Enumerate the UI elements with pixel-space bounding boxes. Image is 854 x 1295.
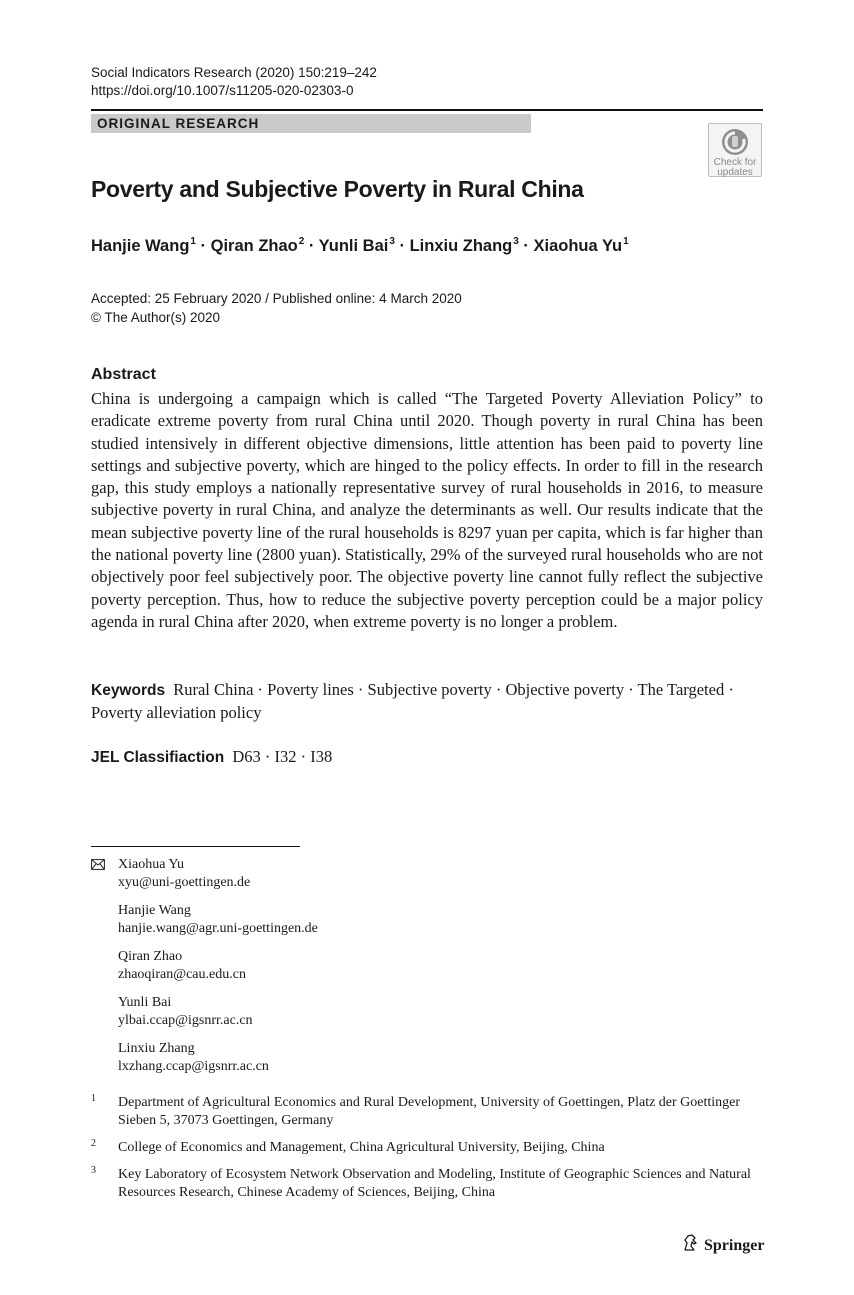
contact-entry (91, 1040, 318, 1076)
contact-email-link[interactable]: hanjie.wang@agr.uni-goettingen.de (118, 921, 318, 936)
journal-citation (91, 64, 377, 100)
contact-name: Yunli Bai (118, 995, 172, 1010)
check-for-updates-badge[interactable] (708, 123, 762, 177)
author[interactable] (410, 237, 519, 255)
author-name: Qiran Zhao (210, 237, 298, 255)
contact-email-link[interactable]: zhaoqiran@cau.edu.cn (118, 967, 246, 982)
springer-horse-icon (681, 1233, 701, 1253)
keywords-label: Keywords (91, 682, 166, 699)
contact-name: Xiaohua Yu (118, 857, 184, 872)
contact-entry (91, 902, 318, 938)
contact-entry (91, 856, 318, 892)
envelope-icon (91, 859, 105, 870)
author-list (91, 236, 629, 256)
author-separator: · (394, 237, 410, 255)
author-affiliation-number: 1 (623, 236, 629, 247)
publisher-name: Springer (704, 1237, 765, 1254)
affiliation-number: 2 (91, 1138, 96, 1149)
abstract-heading: Abstract (91, 366, 156, 383)
contact-email-link[interactable]: ylbai.ccap@igsnrr.ac.cn (118, 1013, 253, 1028)
dates-line: Accepted: 25 February 2020 / Published online: 4 March 2020 (91, 291, 462, 306)
author-affiliation-number: 3 (513, 236, 519, 247)
header-rule (91, 109, 763, 111)
copyright-line: © The Author(s) 2020 (91, 310, 221, 325)
affiliation-list (91, 1094, 763, 1211)
author[interactable] (319, 237, 395, 255)
abstract-body: China is undergoing a campaign which is called “The Targeted Poverty Alleviation Policy” to eradicate extreme poverty from rural China until 2020. Though poverty in rural China has been studied intensively in different objective dimensions, little attention has been paid to poverty line settings and subjective poverty, which are hinged to the policy effects. In order to fill in the research gap, this study employs a nationally representative survey of rural households in 2016, to measure subjective poverty in rural China, and analyze the determinants as well. Our results indicate that the mean subjective poverty line of the rural households is 8297 yuan per capita, which is far higher than the national poverty line (2800 yuan). Statistically, 29% of the surveyed rural households who are not objectively poor feel subjectively poor. The objective poverty line cannot fully reflect the subjective poverty perception. Thus, how to reduce the subjective poverty perception could be a major policy agenda in rural China after 2020, when extreme poverty is no longer a problem. (91, 389, 763, 631)
keywords (91, 679, 763, 725)
contact-entry (91, 994, 318, 1030)
publication-dates (91, 289, 462, 327)
affiliation-text: Department of Agricultural Economics and Rural Development, University of Goettingen, Platz der Goettinger Sieben 5, 37073 Goettingen, Germany (118, 1095, 741, 1128)
affiliation-entry (91, 1139, 763, 1157)
keywords-text: Rural China · Poverty lines · Subjective poverty · Objective poverty · The Targeted · Poverty alleviation policy (91, 680, 734, 723)
affiliation-entry (91, 1166, 763, 1202)
author-affiliation-number: 2 (298, 236, 305, 247)
author[interactable] (534, 237, 629, 255)
affiliation-number: 1 (91, 1093, 96, 1104)
publisher-logo (681, 1233, 764, 1255)
contact-email-link[interactable]: lxzhang.ccap@igsnrr.ac.cn (118, 1059, 269, 1074)
author-separator: · (304, 237, 319, 255)
author-name: Linxiu Zhang (409, 237, 513, 255)
author-name: Hanjie Wang (91, 237, 190, 255)
article-type-label: ORIGINAL RESEARCH (97, 116, 260, 131)
author-affiliation-number: 1 (190, 236, 196, 247)
contact-name: Qiran Zhao (118, 949, 183, 964)
affiliation-number: 3 (91, 1165, 96, 1176)
affiliation-text: Key Laboratory of Ecosystem Network Observation and Modeling, Institute of Geographic Sciences and Natural Resources Research, Chinese Academy of Sciences, Beijing, China (118, 1167, 751, 1200)
author[interactable] (91, 237, 196, 255)
check-updates-text: Check for updates (713, 157, 757, 178)
affiliation-entry (91, 1094, 763, 1130)
author[interactable] (211, 237, 305, 255)
author-separator: · (195, 237, 211, 255)
check-updates-icon (720, 127, 750, 157)
contact-list (91, 856, 318, 1086)
doi-link[interactable]: https://doi.org/10.1007/s11205-020-02303-0 (91, 83, 354, 98)
paper-title: Poverty and Subjective Poverty in Rural China (91, 176, 584, 202)
affiliation-text: College of Economics and Management, China Agricultural University, Beijing, China (118, 1140, 605, 1155)
contact-name: Linxiu Zhang (118, 1041, 195, 1056)
contact-name: Hanjie Wang (118, 903, 191, 918)
author-separator: · (518, 237, 534, 255)
jel-classification (91, 746, 332, 769)
contact-entry (91, 948, 318, 984)
jel-codes: D63 · I32 · I38 (232, 747, 333, 766)
footnote-rule (91, 846, 300, 847)
author-name: Xiaohua Yu (533, 237, 623, 255)
author-name: Yunli Bai (318, 237, 389, 255)
contact-email-link[interactable]: xyu@uni-goettingen.de (118, 875, 251, 890)
jel-label: JEL Classifiaction (91, 749, 225, 766)
author-affiliation-number: 3 (389, 236, 395, 247)
journal-line: Social Indicators Research (2020) 150:219–242 (91, 65, 377, 80)
